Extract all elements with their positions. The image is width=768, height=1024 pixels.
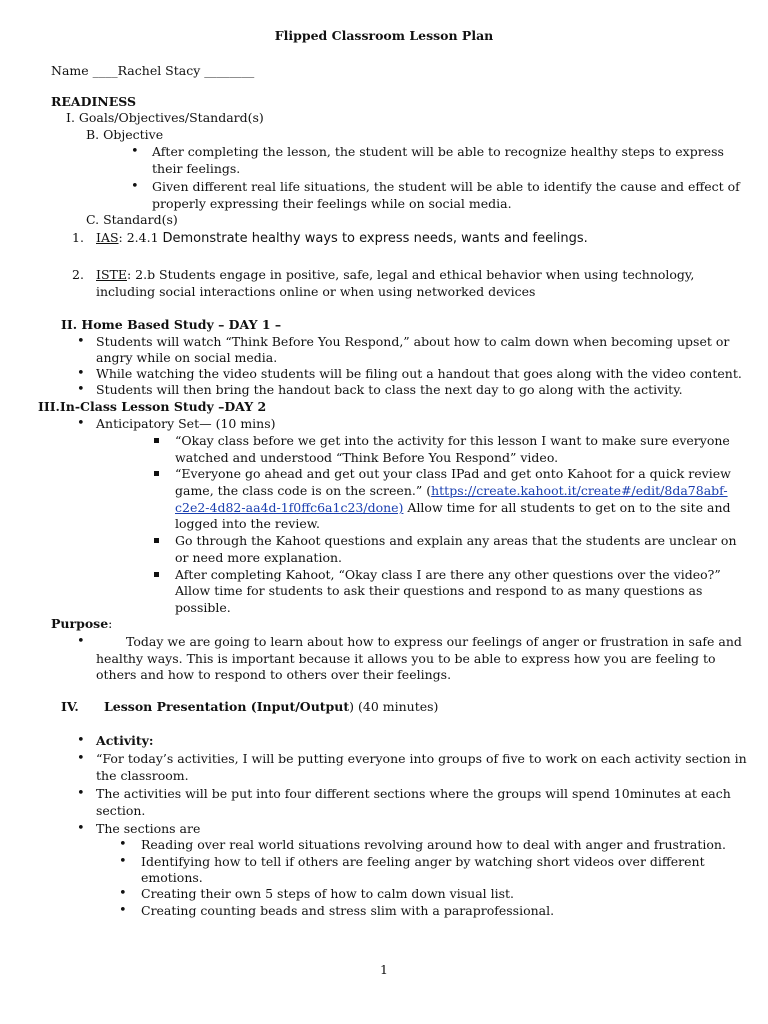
standard-text: including social interactions online or when using networked devices (96, 284, 536, 299)
square-bullet-icon (154, 538, 159, 543)
purpose-text: others and how to respond to others over their feelings. (96, 667, 452, 682)
kahoot-link[interactable]: https://create.kahoot.it/create#/edit/8da78abf- (431, 483, 728, 498)
anticipatory-set: Anticipatory Set— (10 mins) (96, 416, 276, 431)
presentation-heading (104, 698, 438, 715)
bullet-icon: • (77, 366, 85, 381)
bullet-icon: • (131, 179, 139, 194)
home-study-heading: II. Home Based Study – DAY 1 – (61, 317, 282, 332)
list-item: Students will then bring the handout back to class the next day to go along with the activity. (96, 382, 683, 397)
list-item: The sections are (96, 821, 201, 836)
section-item: Creating their own 5 steps of how to calm down visual list. (141, 886, 515, 901)
section-item: emotions. (141, 870, 203, 885)
list-item: section. (96, 803, 146, 818)
standard-label: IAS (96, 230, 119, 245)
list-item-text: game, the class code is on the screen.” ( (175, 483, 432, 498)
list-item: watched and understood “Think Before You Respond” video. (175, 450, 559, 465)
square-bullet-icon (154, 438, 159, 443)
standard-code: : 2.4.1 (118, 230, 163, 245)
list-item: “For today’s activities, I will be putting everyone into groups of five to work on each activity section in (96, 751, 747, 766)
standards-heading: C. Standard(s) (86, 212, 178, 227)
bullet-icon: • (119, 903, 127, 918)
standard-label: ISTE (96, 267, 127, 282)
in-class-heading: III.In-Class Lesson Study –DAY 2 (38, 399, 267, 414)
list-item: The activities will be put into four different sections where the groups will spend 10minutes at each (96, 786, 731, 801)
bullet-icon: • (131, 144, 139, 159)
objective-text: After completing the lesson, the student will be able to recognize healthy steps to express (152, 144, 724, 159)
standard-number: 2. (72, 267, 84, 282)
purpose-heading (51, 615, 112, 632)
list-item: After completing Kahoot, “Okay class I are there any other questions over the video?” (175, 567, 721, 582)
kahoot-link[interactable]: c2e2-4d82-aa4d-1f0ffc6a1c23/done) (175, 500, 404, 515)
standard-2 (96, 266, 694, 283)
section-item: Identifying how to tell if others are feeling anger by watching short videos over different (141, 854, 705, 869)
section-item: Reading over real world situations revolving around how to deal with anger and frustration. (141, 837, 726, 852)
list-item (175, 482, 728, 499)
objective-heading: B. Objective (86, 127, 164, 142)
bullet-icon: • (119, 854, 127, 869)
purpose-label: Purpose (51, 616, 109, 631)
standard-number: 1. (72, 230, 84, 245)
bullet-icon: • (119, 886, 127, 901)
standard-text: Demonstrate healthy ways to express needs, wants and feelings. (162, 231, 588, 246)
list-item: Allow time for students to ask their questions and respond to as many questions as (175, 583, 703, 598)
bullet-icon: • (119, 837, 127, 852)
bullet-icon: • (77, 733, 85, 748)
list-item: “Okay class before we get into the activity for this lesson I want to make sure everyone (175, 433, 730, 448)
bullet-icon: • (77, 751, 85, 766)
square-bullet-icon (154, 572, 159, 577)
standard-1 (96, 229, 588, 247)
purpose-colon: : (108, 616, 113, 631)
list-item: Go through the Kahoot questions and explain any areas that the students are unclear on (175, 533, 737, 548)
section-item: Creating counting beads and stress slim with a paraprofessional. (141, 903, 555, 918)
standard-text: : 2.b Students engage in positive, safe, legal and ethical behavior when using technology, (126, 267, 695, 282)
presentation-title: Lesson Presentation (Input/Output (104, 699, 350, 714)
activity-label: Activity: (96, 733, 154, 748)
goals-heading: I. Goals/Objectives/Standard(s) (66, 110, 264, 125)
square-bullet-icon (154, 471, 159, 476)
page-title: Flipped Classroom Lesson Plan (274, 28, 494, 43)
section-number: IV. (61, 699, 79, 714)
list-item: angry while on social media. (96, 350, 278, 365)
list-item: possible. (175, 600, 231, 615)
bullet-icon: • (77, 786, 85, 801)
list-item: Students will watch “Think Before You Respond,” about how to calm down when becoming upset or (96, 334, 730, 349)
list-item: logged into the review. (175, 516, 320, 531)
bullet-icon: • (77, 821, 85, 836)
bullet-icon: • (77, 416, 85, 431)
bullet-icon: • (77, 334, 85, 349)
purpose-text: Today we are going to learn about how to express our feelings of anger or frustration in safe and (126, 634, 742, 649)
objective-text: properly expressing their feelings while on social media. (152, 196, 512, 211)
objective-text: their feelings. (152, 161, 241, 176)
list-item-text: Allow time for all students to get on to the site and (403, 500, 731, 515)
readiness-heading: READINESS (51, 94, 137, 109)
list-item: “Everyone go ahead and get out your class IPad and get onto Kahoot for a quick review (175, 466, 731, 481)
list-item: or need more explanation. (175, 550, 342, 565)
list-item: the classroom. (96, 768, 189, 783)
purpose-text: healthy ways. This is important because it allows you to be able to express how you are feeling to (96, 651, 716, 666)
page-number: 1 (380, 962, 388, 977)
bullet-icon: • (77, 634, 85, 649)
bullet-icon: • (77, 382, 85, 397)
objective-text: Given different real life situations, the student will be able to identify the cause and effect of (152, 179, 740, 194)
list-item: While watching the video students will be filing out a handout that goes along with the video content. (96, 366, 742, 381)
presentation-duration: ) (40 minutes) (349, 699, 439, 714)
name-line: Name ____Rachel Stacy ________ (51, 63, 255, 78)
list-item (175, 499, 731, 516)
